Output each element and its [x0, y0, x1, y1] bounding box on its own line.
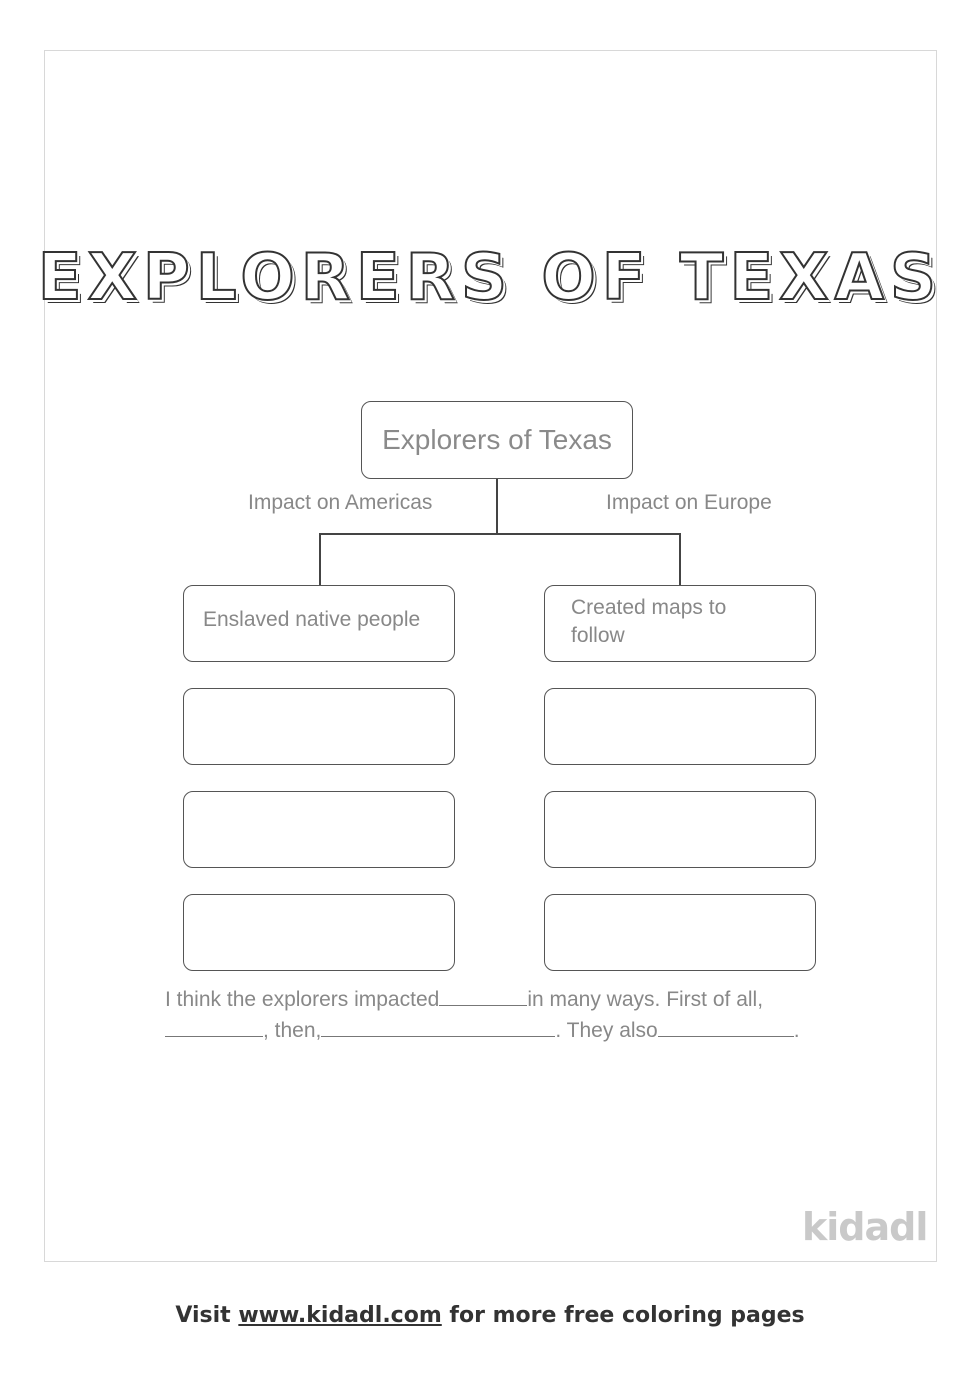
sentence-part-4: . They also: [555, 1019, 658, 1042]
connector-root-down: [496, 479, 498, 533]
sentence-part-3: , then,: [263, 1019, 322, 1042]
right-box-1-text: Created maps to follow: [571, 596, 727, 647]
branch-label-europe: Impact on Europe: [606, 491, 772, 514]
kidadl-logo: kidadl: [802, 1205, 928, 1249]
footer-prefix: Visit: [175, 1303, 239, 1328]
sentence-part-5: .: [793, 1019, 800, 1042]
footer-suffix: for more free coloring pages: [441, 1303, 805, 1328]
branch-label-americas: Impact on Americas: [248, 491, 433, 514]
blank-4[interactable]: [658, 1018, 794, 1037]
root-node: [361, 401, 633, 479]
left-box-3[interactable]: [183, 791, 455, 868]
fill-in-sentence: [165, 984, 825, 1046]
right-box-4[interactable]: [544, 894, 816, 971]
left-box-2[interactable]: [183, 688, 455, 765]
right-box-3[interactable]: [544, 791, 816, 868]
right-box-2[interactable]: [544, 688, 816, 765]
sentence-part-1: I think the explorers impacted: [165, 988, 440, 1011]
left-box-4[interactable]: [183, 894, 455, 971]
root-node-label: Explorers of Texas: [382, 424, 612, 455]
footer-line: [0, 1303, 980, 1328]
left-box-1-text: Enslaved native people: [203, 608, 421, 631]
blank-1[interactable]: [439, 987, 527, 1006]
left-box-1: [183, 585, 455, 662]
connector-horizontal: [319, 533, 680, 535]
connector-right-down: [679, 533, 681, 585]
worksheet-title: [0, 238, 980, 318]
footer-link[interactable]: www.kidadl.com: [238, 1303, 442, 1328]
sentence-part-2: in many ways. First of all,: [527, 988, 764, 1011]
connector-left-down: [319, 533, 321, 585]
blank-3[interactable]: [321, 1018, 555, 1037]
right-box-1: [544, 585, 816, 662]
blank-2[interactable]: [165, 1018, 263, 1037]
title-text: EXPLORERS OF TEXAS: [37, 241, 943, 315]
